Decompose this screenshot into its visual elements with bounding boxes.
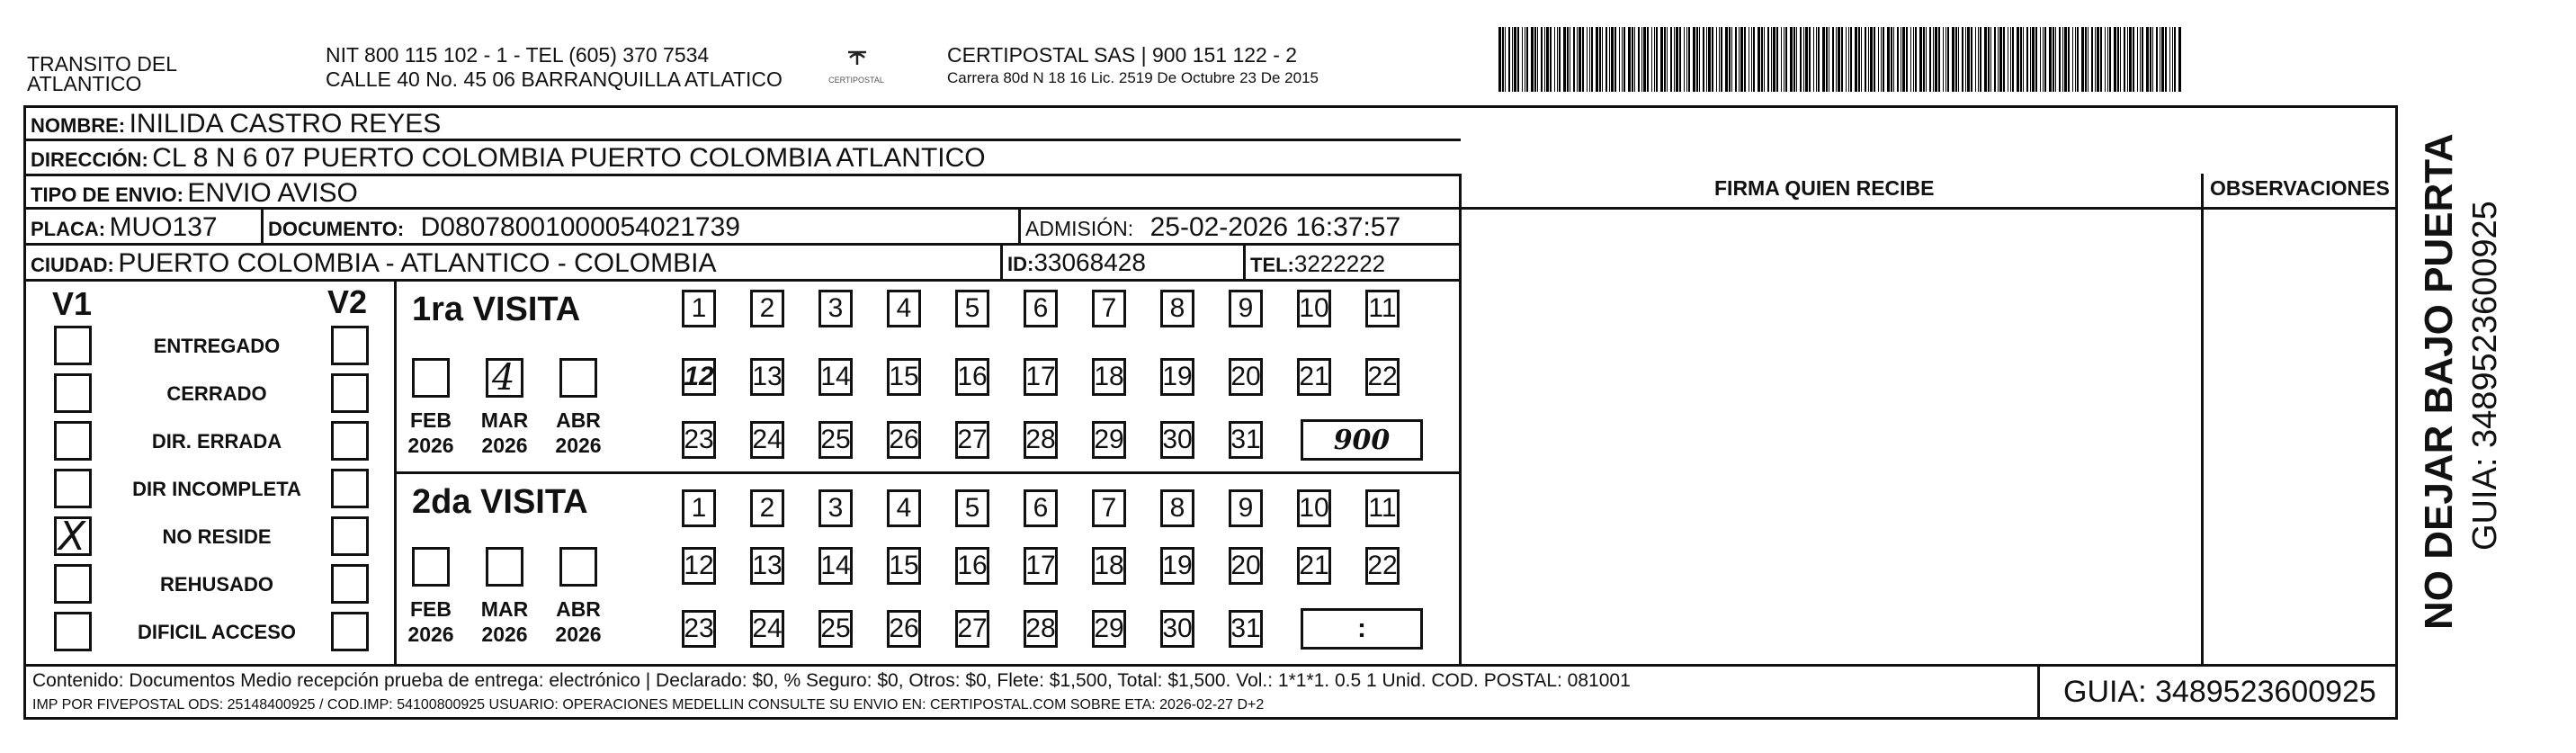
v1-checkbox-cerrado[interactable] (54, 373, 92, 413)
courier-name: CERTIPOSTAL SAS | 900 151 122 - 2 (947, 43, 1298, 67)
name-label: NOMBRE: (31, 114, 126, 137)
visit1-day-1[interactable]: 1 (682, 290, 716, 327)
city-label: CIUDAD: (31, 254, 114, 276)
visit2-day-30[interactable]: 30 (1160, 610, 1194, 648)
certipostal-logo-icon (814, 47, 899, 87)
status-label-cerrado: CERRADO (166, 382, 267, 405)
address-row (31, 145, 986, 172)
side-guia-number: GUIA: 3489523600925 (2466, 201, 2504, 551)
visit1-day-5[interactable]: 5 (955, 290, 989, 327)
visit1-month-label-abr (545, 408, 612, 458)
id-label: ID: (1007, 253, 1034, 275)
status-label-dir-errada: DIR. ERRADA (151, 430, 282, 453)
visit1-day-7[interactable]: 7 (1092, 290, 1126, 327)
visit2-day-3[interactable]: 3 (818, 489, 853, 527)
visit2-day-27[interactable]: 27 (955, 610, 989, 648)
visit1-month-label-feb (398, 408, 464, 458)
admission-row (1025, 214, 1400, 241)
status-label-no-reside: NO RESIDE (162, 525, 272, 548)
barcode-icon (1498, 27, 2182, 92)
company-address: CALLE 40 No. 45 06 BARRANQUILLA ATLATICO (326, 67, 783, 91)
month-name: MAR (480, 597, 529, 621)
v2-label: V2 (327, 283, 368, 320)
month-name: MAR (480, 408, 529, 432)
visit2-day-23[interactable]: 23 (682, 610, 716, 648)
visit2-month-box-abr[interactable] (559, 547, 597, 587)
visit2-day-24[interactable]: 24 (750, 610, 784, 648)
v1-checkbox-no-reside[interactable] (54, 514, 92, 560)
visit2-day-9[interactable]: 9 (1229, 489, 1263, 527)
visit1-month-box-abr[interactable] (559, 358, 597, 398)
visit2-month-label-abr (545, 597, 612, 647)
shipment-type: ENVIO AVISO (187, 178, 358, 208)
guia-number: GUIA: 3489523600925 (2063, 675, 2376, 709)
visit1-day-24[interactable]: 24 (750, 421, 784, 459)
visit2-day-5[interactable]: 5 (955, 489, 989, 527)
address-label: DIRECCIÓN: (31, 148, 148, 171)
visit2-day-25[interactable]: 25 (818, 610, 853, 648)
signature-column-header: FIRMA QUIEN RECIBE (1714, 176, 1935, 200)
month-name: ABR (556, 408, 601, 432)
visit2-month-label-mar (471, 597, 538, 647)
visit1-day-11[interactable]: 11 (1365, 290, 1400, 327)
visit2-day-15[interactable]: 15 (887, 547, 921, 585)
visit2-day-12[interactable]: 12 (682, 547, 716, 585)
print-info-line: IMP POR FIVEPOSTAL ODS: 25148400925 / COD.IMP: 54100800925 USUARIO: OPERACIONES MEDELLIN CONSULTE SU ENVIO EN: CERTIPOSTAL.COM SOBRE ETA: 2026-02-27 D+2 (32, 697, 1265, 713)
visit2-day-17[interactable]: 17 (1024, 547, 1058, 585)
visit2-day-20[interactable]: 20 (1229, 547, 1263, 585)
month-year: 2026 (407, 622, 454, 646)
visit1-day-23[interactable]: 23 (682, 421, 716, 459)
visit2-day-28[interactable]: 28 (1024, 610, 1058, 648)
visit2-day-22[interactable]: 22 (1365, 547, 1400, 585)
no-dejar-notice: NO DEJAR BAJO PUERTA (2417, 133, 2461, 630)
company-name-line1: TRANSITO DEL (27, 52, 177, 76)
v2-checkbox-dir-errada[interactable] (331, 421, 369, 461)
visit1-day-31[interactable]: 31 (1229, 421, 1263, 459)
v1-checkbox-dificil-acceso[interactable] (54, 612, 92, 651)
visit2-day-7[interactable]: 7 (1092, 489, 1126, 527)
admission-value: 25-02-2026 16:37:57 (1149, 212, 1401, 242)
visit1-day-10[interactable]: 10 (1297, 290, 1331, 327)
visit2-day-8[interactable]: 8 (1160, 489, 1194, 527)
tel-label: TEL: (1250, 254, 1294, 276)
visit1-day-3[interactable]: 3 (818, 290, 853, 327)
visit1-day-21[interactable]: 21 (1297, 358, 1331, 396)
visit1-day-15[interactable]: 15 (887, 358, 921, 396)
v1-checkbox-dir-incompleta[interactable] (54, 469, 92, 508)
v1-checkbox-dir-errada[interactable] (54, 421, 92, 461)
v2-checkbox-dificil-acceso[interactable] (331, 612, 369, 651)
month-year: 2026 (555, 622, 602, 646)
month-name: FEB (410, 408, 452, 432)
visit1-time-box[interactable]: 900 (1301, 419, 1423, 461)
visit1-day-17[interactable]: 17 (1024, 358, 1058, 396)
visit1-day-20[interactable]: 20 (1229, 358, 1263, 396)
type-label: TIPO DE ENVIO: (31, 184, 183, 206)
v1-label: V1 (52, 285, 93, 322)
city-value: PUERTO COLOMBIA - ATLANTICO - COLOMBIA (118, 248, 717, 278)
tel-row (1250, 252, 1385, 275)
month-name: FEB (410, 597, 452, 621)
visit2-day-6[interactable]: 6 (1024, 489, 1058, 527)
month-year: 2026 (481, 622, 528, 646)
svg-text:CERTIPOSTAL: CERTIPOSTAL (828, 76, 884, 85)
status-label-dificil-acceso: DIFICIL ACCESO (137, 621, 296, 643)
v2-checkbox-no-reside[interactable] (331, 516, 369, 556)
visit2-day-16[interactable]: 16 (955, 547, 989, 585)
month-year: 2026 (407, 433, 454, 457)
check-mark: X (58, 514, 86, 560)
v1-checkbox-rehusado[interactable] (54, 564, 92, 604)
visit1-day-26[interactable]: 26 (887, 421, 921, 459)
month-year: 2026 (481, 433, 528, 457)
recipient-address: CL 8 N 6 07 PUERTO COLOMBIA PUERTO COLOMBIA ATLANTICO (152, 143, 986, 173)
visit1-day-8[interactable]: 8 (1160, 290, 1194, 327)
visit1-day-16[interactable]: 16 (955, 358, 989, 396)
visit1-day-13[interactable]: 13 (750, 358, 784, 396)
visit2-day-2[interactable]: 2 (750, 489, 784, 527)
visit2-time-box[interactable]: : (1301, 608, 1423, 650)
visit2-day-4[interactable]: 4 (887, 489, 921, 527)
observations-column-header: OBSERVACIONES (2210, 176, 2390, 200)
document-label: DOCUMENTO: (268, 218, 405, 240)
visit2-day-11[interactable]: 11 (1365, 489, 1400, 527)
document-value: D08078001000054021739 (420, 212, 740, 242)
visit1-month-label-mar (471, 408, 538, 458)
visit2-day-10[interactable]: 10 (1297, 489, 1331, 527)
v2-checkbox-entregado[interactable] (331, 326, 369, 365)
visit1-month-box-feb[interactable] (412, 358, 450, 398)
visit1-day-18[interactable]: 18 (1092, 358, 1126, 396)
visit2-day-26[interactable]: 26 (887, 610, 921, 648)
month-year: 2026 (555, 433, 602, 457)
recipient-name: INILIDA CASTRO REYES (129, 109, 442, 139)
visit1-day-30[interactable]: 30 (1160, 421, 1194, 459)
visit2-month-label-feb (398, 597, 464, 647)
visit2-day-18[interactable]: 18 (1092, 547, 1126, 585)
visit1-day-19[interactable]: 19 (1160, 358, 1194, 396)
visit1-day-2[interactable]: 2 (750, 290, 784, 327)
city-row (31, 250, 716, 277)
visit1-day-4[interactable]: 4 (887, 290, 921, 327)
visit2-day-29[interactable]: 29 (1092, 610, 1126, 648)
visit2-day-19[interactable]: 19 (1160, 547, 1194, 585)
type-row (31, 180, 358, 207)
admission-label: ADMISIÓN: (1025, 217, 1134, 240)
courier-license: Carrera 80d N 18 16 Lic. 2519 De Octubre 23 De 2015 (947, 69, 1319, 86)
v1-checkbox-entregado[interactable] (54, 326, 92, 365)
company-nit: NIT 800 115 102 - 1 - TEL (605) 370 7534 (326, 43, 710, 67)
visit1-day-9[interactable]: 9 (1229, 290, 1263, 327)
visit1-day-25[interactable]: 25 (818, 421, 853, 459)
visit2-day-21[interactable]: 21 (1297, 547, 1331, 585)
visit1-day-29[interactable]: 29 (1092, 421, 1126, 459)
status-label-entregado: ENTREGADO (153, 335, 281, 357)
month-name: ABR (556, 597, 601, 621)
status-label-rehusado: REHUSADO (160, 573, 273, 596)
v2-checkbox-rehusado[interactable] (331, 564, 369, 604)
visit2-day-31[interactable]: 31 (1229, 610, 1263, 648)
visit2-month-box-mar[interactable] (486, 547, 523, 587)
contents-line: Contenido: Documentos Medio recepción prueba de entrega: electrónico | Declarado: $0, % Seguro: $0, Otros: $0, Flete: $1,500, Total: $1,500. Vol.: 1*1*1. 0.5 1 Unid. COD. POSTAL: 081001 (32, 670, 1631, 691)
visit2-month-box-feb[interactable] (412, 547, 450, 587)
visit1-day-28[interactable]: 28 (1024, 421, 1058, 459)
visit2-day-13[interactable]: 13 (750, 547, 784, 585)
v2-checkbox-dir-incompleta[interactable] (331, 469, 369, 508)
tel-value: 3222222 (1293, 250, 1386, 277)
v2-checkbox-cerrado[interactable] (331, 373, 369, 413)
plate-row (31, 214, 218, 241)
name-row (31, 111, 441, 138)
id-value: 33068428 (1033, 248, 1146, 276)
visit2-day-1[interactable]: 1 (682, 489, 716, 527)
visit1-day-14[interactable]: 14 (818, 358, 853, 396)
visit1-day-6[interactable]: 6 (1024, 290, 1058, 327)
visit2-day-14[interactable]: 14 (818, 547, 853, 585)
visit1-month-box-mar[interactable] (486, 358, 523, 398)
visit2-title: 2da VISITA (412, 483, 588, 521)
visit1-day-22[interactable]: 22 (1365, 358, 1400, 396)
company-name-line2: ATLANTICO (27, 72, 142, 95)
handwritten-mark: 4 (492, 357, 515, 399)
visit1-day-12[interactable]: 12 (682, 358, 716, 396)
visit1-title: 1ra VISITA (412, 291, 581, 328)
status-label-dir-incompleta: DIR INCOMPLETA (132, 478, 301, 500)
id-row (1007, 250, 1146, 275)
plate-label: PLACA: (31, 218, 106, 240)
document-row (268, 214, 740, 241)
visit1-day-27[interactable]: 27 (955, 421, 989, 459)
delivery-form (23, 105, 2398, 720)
plate-value: MUO137 (109, 212, 218, 242)
